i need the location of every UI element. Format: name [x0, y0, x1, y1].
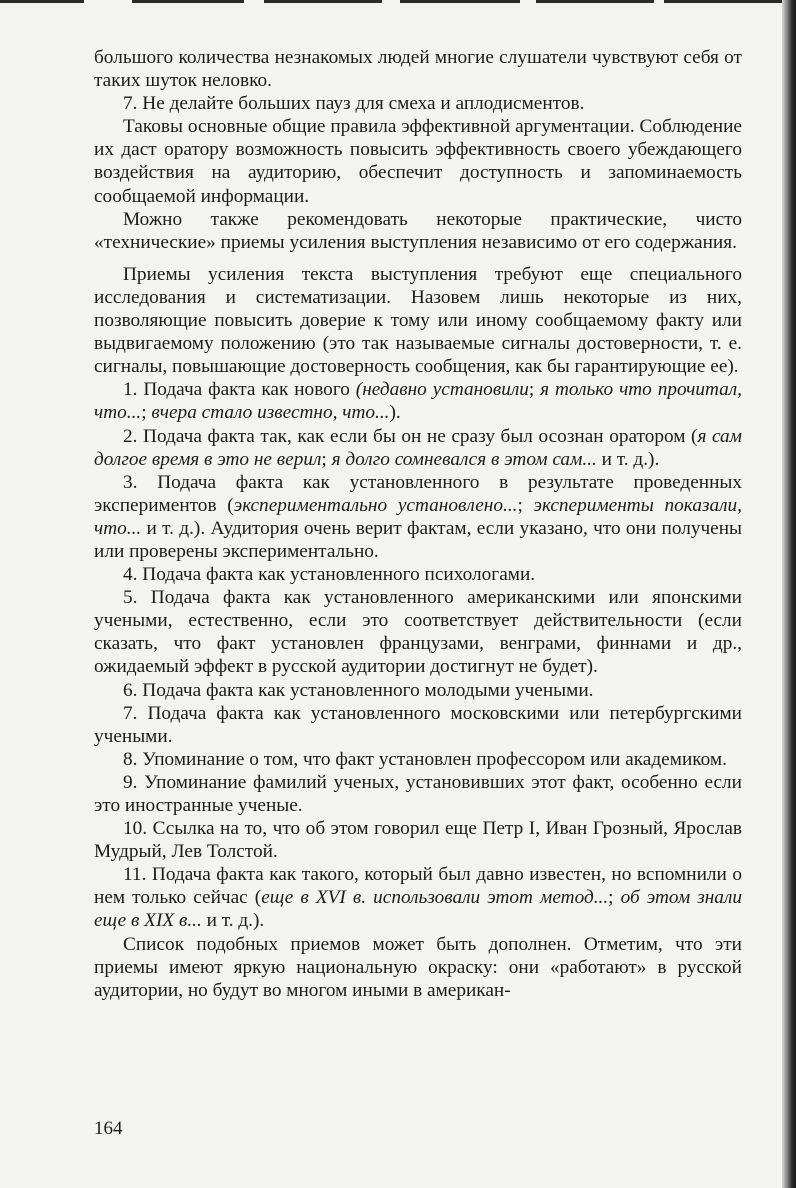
text-run: 6. Подача факта как установленного молодыми учеными.: [123, 679, 594, 701]
italic-example: я только что прочитал, что...: [94, 379, 743, 424]
text-run: 10. Ссылка на то, что об этом говорил еще Петр I, Иван Грозный, Ярослав Мудрый, Лев Толстой.: [94, 818, 742, 863]
text-run: ;: [528, 379, 541, 401]
list-item-7: [94, 702, 742, 748]
italic-example: экспериментально установлено...: [233, 494, 518, 516]
italic-example: вчера стало известно, что...: [151, 402, 390, 424]
text-run: большого количества незнакомых людей многие слушатели чувствуют себя от таких шуток неловко.: [94, 47, 742, 92]
text-run: 4. Подача факта как установленного психологами.: [123, 564, 536, 586]
page-body: [94, 46, 742, 1002]
list-item-2: [94, 425, 742, 471]
italic-example: еще в XVI в. использовали этот метод...: [261, 887, 609, 909]
paragraph-rule-7: [94, 92, 742, 115]
paragraph-reliability-signals: [94, 263, 742, 378]
paragraph-continuation: [94, 46, 742, 92]
text-run: Приемы усиления текста выступления требуют еще специального исследования и систематизации. Назовем лишь некоторые из них, позволяющие повысить доверие к тому или иному сообщаемому факту или выдвигаемому положению (это так называемые сигналы достоверности, т. е. сигналы, повышающие достоверность сообщения, как бы гарантирующие ее).: [94, 263, 742, 378]
text-run: 3. Подача факта как установленного в результате проведенных экспериментов (: [94, 471, 742, 516]
text-run: 2. Подача факта так, как если бы он не сразу был осознан оратором (: [123, 425, 698, 447]
list-item-10: [94, 817, 742, 863]
list-item-11: [94, 863, 742, 932]
list-item-8: [94, 748, 742, 771]
list-item-9: [94, 771, 742, 817]
list-item-4: [94, 563, 742, 586]
text-run: ;: [517, 494, 534, 516]
text-run: 9. Упоминание фамилий ученых, установивших этот факт, особенно если это иностранные ученые.: [94, 771, 742, 816]
text-run: ;: [141, 402, 152, 424]
text-run: Список подобных приемов может быть дополнен. Отметим, что эти приемы имеют яркую национальную окраску: они «работают» в русской аудитории, но будут во многом иными в американ-: [94, 933, 742, 1001]
list-item-5: [94, 586, 742, 678]
top-rule-5: [536, 0, 654, 3]
italic-example: об этом знали еще в XIX в...: [94, 887, 742, 932]
italic-example: я долго сомневался в этом сам...: [331, 448, 597, 470]
paragraph-techniques-intro: [94, 208, 742, 254]
text-run: и т. д.).: [201, 910, 265, 932]
text-run: 7. Подача факта как установленного московскими или петербургскими учеными.: [94, 702, 742, 747]
top-rule-4: [400, 0, 520, 3]
text-run: ;: [608, 887, 621, 909]
list-item-6: [94, 679, 742, 702]
italic-example: эксперименты показали, что...: [94, 494, 742, 539]
italic-example: я сам долгое время в это не верил: [94, 425, 742, 470]
text-run: 5. Подача факта как установленного американскими или японскими учеными, естественно, если это соответствует действительности (если сказать, что факт установлен французами, венграми, финнами и др., ожидаемый эффект в русской аудитории достигнут не будет).: [94, 587, 742, 678]
text-run: и т. д.).: [596, 448, 660, 470]
text-run: 11. Подача факта как такого, который был давно известен, но вспомнили о нем только сейчас (: [94, 864, 742, 909]
top-rule-3: [264, 0, 382, 3]
paragraph-summary: [94, 115, 742, 207]
book-spine-shadow: [782, 0, 796, 1188]
text-run: 7. Не делайте больших пауз для смеха и аплодисментов.: [123, 93, 585, 115]
paragraph-closing: [94, 933, 742, 1002]
text-run: Можно также рекомендовать некоторые практические, чисто «технические» приемы усиления выступления независимо от его содержания.: [94, 208, 742, 253]
text-run: ;: [321, 448, 332, 470]
text-run: 8. Упоминание о том, что факт установлен профессором или академиком.: [123, 748, 727, 770]
top-rule-2: [132, 0, 244, 3]
top-rule-1: [0, 0, 84, 3]
list-item-3: [94, 471, 742, 563]
top-rule-6: [664, 0, 782, 3]
text-run: 1. Подача факта как нового: [123, 379, 356, 401]
text-run: ).: [389, 402, 401, 424]
italic-example: (недавно установили: [355, 379, 529, 401]
page-number: 164: [94, 1118, 123, 1139]
text-run: Таковы основные общие правила эффективной аргументации. Соблюдение их даст оратору возможность повысить эффективность своего убеждающего воздействия на аудиторию, обеспечит доступность и запоминаемость сообщаемой информации.: [94, 116, 742, 207]
text-run: и т. д.). Аудитория очень верит фактам, если указано, что они получены или проверены экспериментально.: [94, 517, 742, 562]
list-item-1: [94, 378, 742, 424]
